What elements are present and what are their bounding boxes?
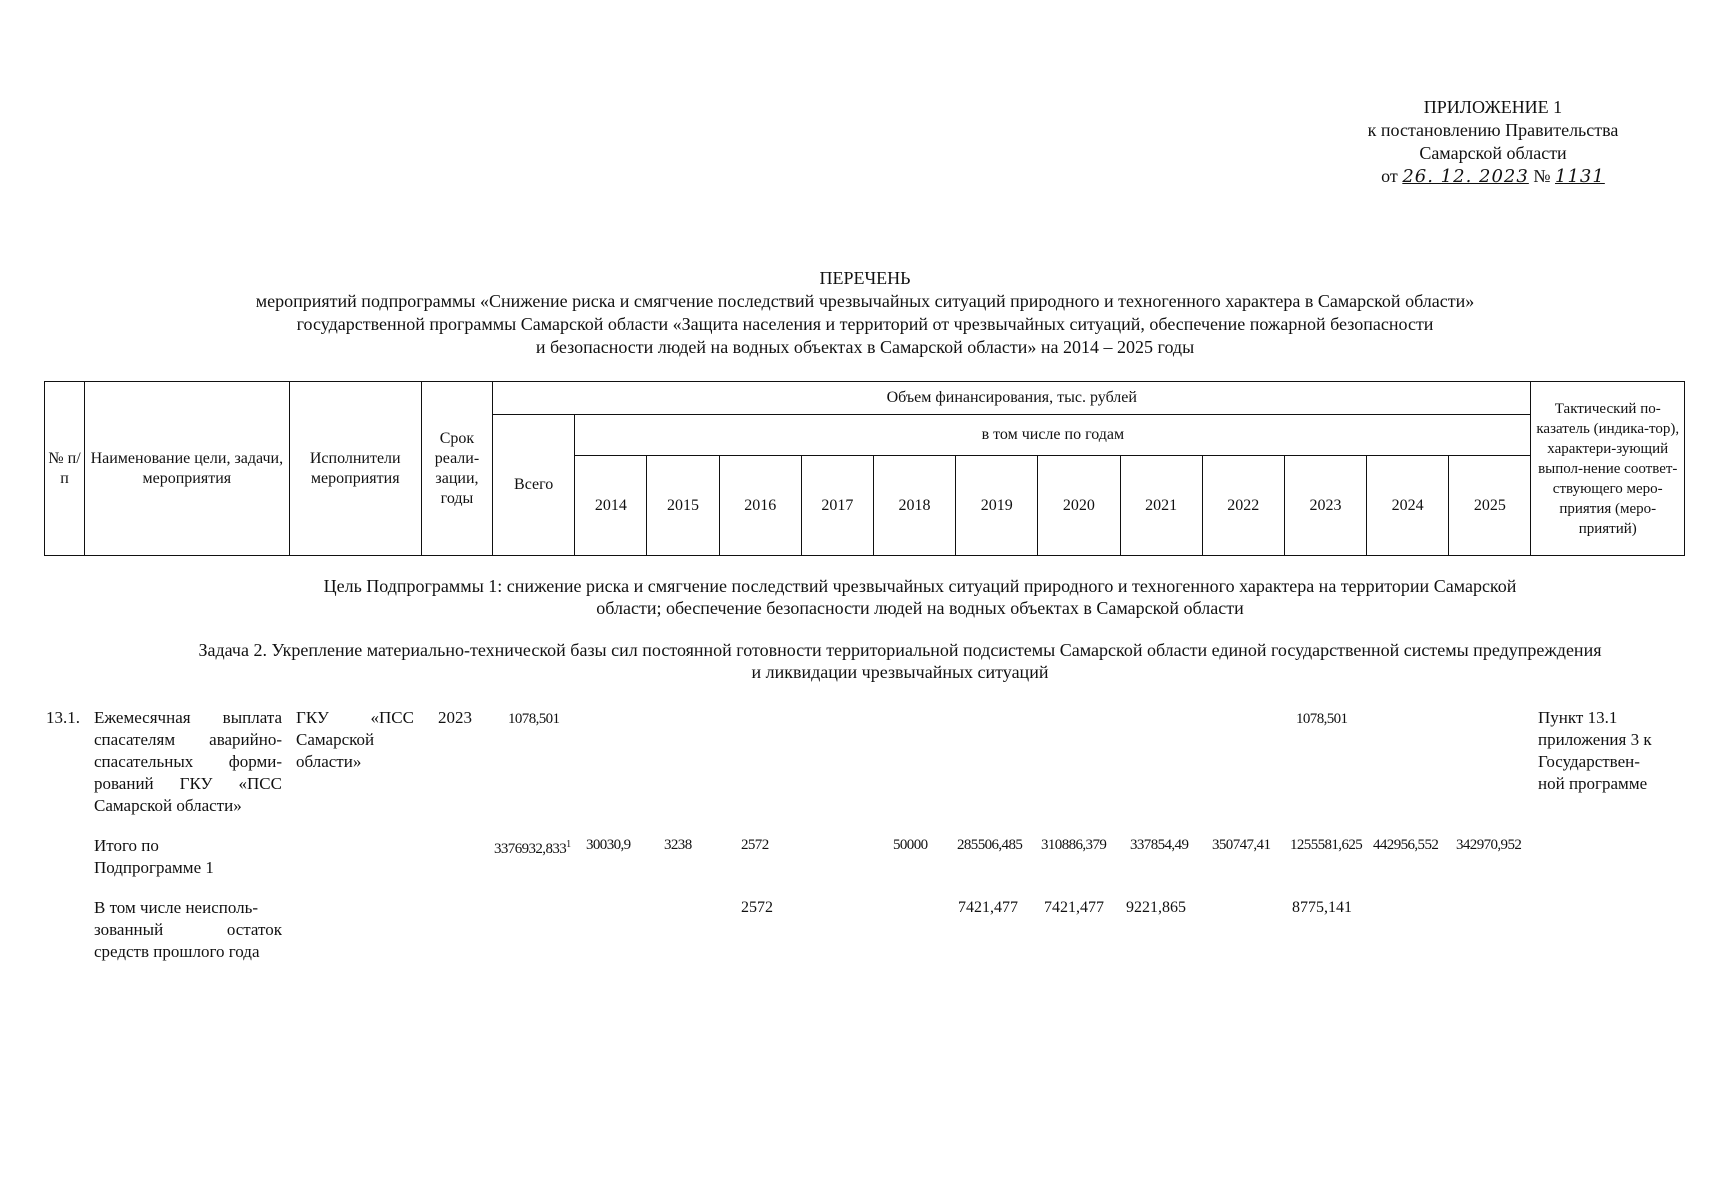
appendix-block — [1343, 96, 1643, 188]
header-year: 2018 — [873, 456, 955, 556]
header-indicator: Тактический по-казатель (индика-тор), характери-зующий выпол-нение соответ-ствующего меро-приятия (меро-приятий) — [1531, 382, 1685, 556]
row-name-line: рований ГКУ «ПСС — [94, 774, 282, 793]
row-num: 13.1. — [46, 708, 80, 727]
header-by-years: в том числе по годам — [575, 415, 1531, 456]
unused-2019: 7421,477 — [958, 899, 1018, 916]
handwritten-number: 1131 — [1555, 166, 1605, 187]
header-year: 2014 — [575, 456, 647, 556]
title-heading: ПЕРЕЧЕНЬ — [819, 268, 911, 288]
itogo-line: Подпрограмме 1 — [94, 858, 214, 877]
row-name-line: спасательных форми- — [94, 752, 282, 771]
unused-2020: 7421,477 — [1044, 899, 1104, 916]
itogo-2019: 285506,485 — [957, 837, 1023, 853]
itogo-2015: 3238 — [664, 837, 692, 853]
appendix-line2: к постановлению Правительства — [1367, 120, 1619, 140]
row-indicator-line: приложения 3 к — [1538, 730, 1652, 749]
header-year: 2022 — [1202, 456, 1284, 556]
itogo-total — [494, 834, 571, 860]
task-line2: и ликвидации чрезвычайных ситуаций — [751, 662, 1049, 682]
header-funding: Объем финансирования, тыс. рублей — [493, 382, 1531, 415]
itogo-2024: 442956,552 — [1373, 837, 1439, 853]
unused-2016: 2572 — [741, 899, 773, 916]
handwritten-date: 26. 12. 2023 — [1402, 166, 1529, 187]
row-name-line: Ежемесячная выплата — [94, 708, 282, 727]
header-name: Наименование цели, задачи, мероприятия — [85, 382, 289, 556]
header-year: 2021 — [1120, 456, 1202, 556]
row-name — [94, 707, 282, 817]
appendix-title: ПРИЛОЖЕНИЕ 1 — [1423, 97, 1563, 117]
row-indicator-line: Государствен- — [1538, 752, 1640, 771]
document-title — [120, 267, 1610, 359]
header-table — [44, 381, 1685, 556]
unused-2021: 9221,865 — [1126, 899, 1186, 916]
itogo-total-value: 3376932,833 — [494, 841, 567, 857]
row-exec-line: ГКУ «ПСС — [296, 708, 414, 727]
title-line3: и безопасности людей на водных объектах в Самарской области» на 2014 – 2025 годы — [535, 337, 1195, 357]
itogo-2022: 350747,41 — [1212, 837, 1271, 853]
header-executors: Исполнители мероприятия — [289, 382, 421, 556]
header-year: 2019 — [956, 456, 1038, 556]
itogo-name — [94, 835, 214, 879]
header-year: 2025 — [1449, 456, 1531, 556]
appendix-line3: Самарской области — [1419, 143, 1567, 163]
itogo-2021: 337854,49 — [1130, 837, 1189, 853]
header-year: 2024 — [1367, 456, 1449, 556]
header-total: Всего — [493, 415, 575, 556]
row-indicator-line: ной программе — [1538, 774, 1648, 793]
task-text — [120, 639, 1680, 683]
row-executor — [296, 707, 414, 773]
itogo-2014: 30030,9 — [586, 837, 631, 853]
goal-line2: области; обеспечение безопасности людей на водных объектах в Самарской области — [596, 598, 1244, 618]
header-year: 2023 — [1284, 456, 1366, 556]
header-year: 2017 — [801, 456, 873, 556]
task-line1: Задача 2. Укрепление материально-технической базы сил постоянной готовности территориальной подсистемы Самарской области единой государственной системы предупреждения — [198, 640, 1602, 660]
row-exec-line: Самарской — [296, 730, 375, 749]
row-total: 1078,501 — [508, 711, 560, 727]
header-num: № п/п — [45, 382, 85, 556]
unused-line: В том числе неисполь- — [94, 898, 259, 917]
unused-name — [94, 897, 282, 963]
itogo-2023: 1255581,625 — [1290, 837, 1363, 853]
title-line1: мероприятий подпрограммы «Снижение риска и смягчение последствий чрезвычайных ситуаций природного и техногенного характера в Самарской области» — [255, 291, 1475, 311]
header-term: Срок реали-зации, годы — [421, 382, 492, 556]
date-prefix: от — [1381, 166, 1398, 186]
footnote-mark: 1 — [566, 839, 571, 850]
header-year: 2016 — [719, 456, 801, 556]
title-line2: государственной программы Самарской области «Защита населения и территорий от чрезвычайных ситуаций, обеспечение пожарной безопасности — [296, 314, 1434, 334]
itogo-2018: 50000 — [893, 837, 928, 853]
header-year: 2020 — [1038, 456, 1120, 556]
goal-text — [200, 575, 1640, 619]
number-prefix: № — [1533, 166, 1551, 186]
itogo-2025: 342970,952 — [1456, 837, 1522, 853]
goal-line1: Цель Подпрограммы 1: снижение риска и смягчение последствий чрезвычайных ситуаций природного и техногенного характера на территории Самарской — [323, 576, 1517, 596]
unused-line: средств прошлого года — [94, 942, 260, 961]
itogo-2016: 2572 — [741, 837, 769, 853]
row-term: 2023 — [438, 708, 472, 727]
itogo-2020: 310886,379 — [1041, 837, 1107, 853]
row-name-line: Самарской области» — [94, 796, 242, 815]
unused-2023: 8775,141 — [1292, 899, 1352, 916]
row-name-line: спасателям аварийно- — [94, 730, 282, 749]
appendix-date-line — [1343, 165, 1643, 188]
itogo-line: Итого по — [94, 836, 159, 855]
unused-line: зованный остаток — [94, 920, 282, 939]
header-year: 2015 — [647, 456, 719, 556]
row-exec-line: области» — [296, 752, 362, 771]
row-indicator — [1538, 707, 1678, 795]
row-2023: 1078,501 — [1296, 711, 1348, 727]
row-indicator-line: Пункт 13.1 — [1538, 708, 1618, 727]
